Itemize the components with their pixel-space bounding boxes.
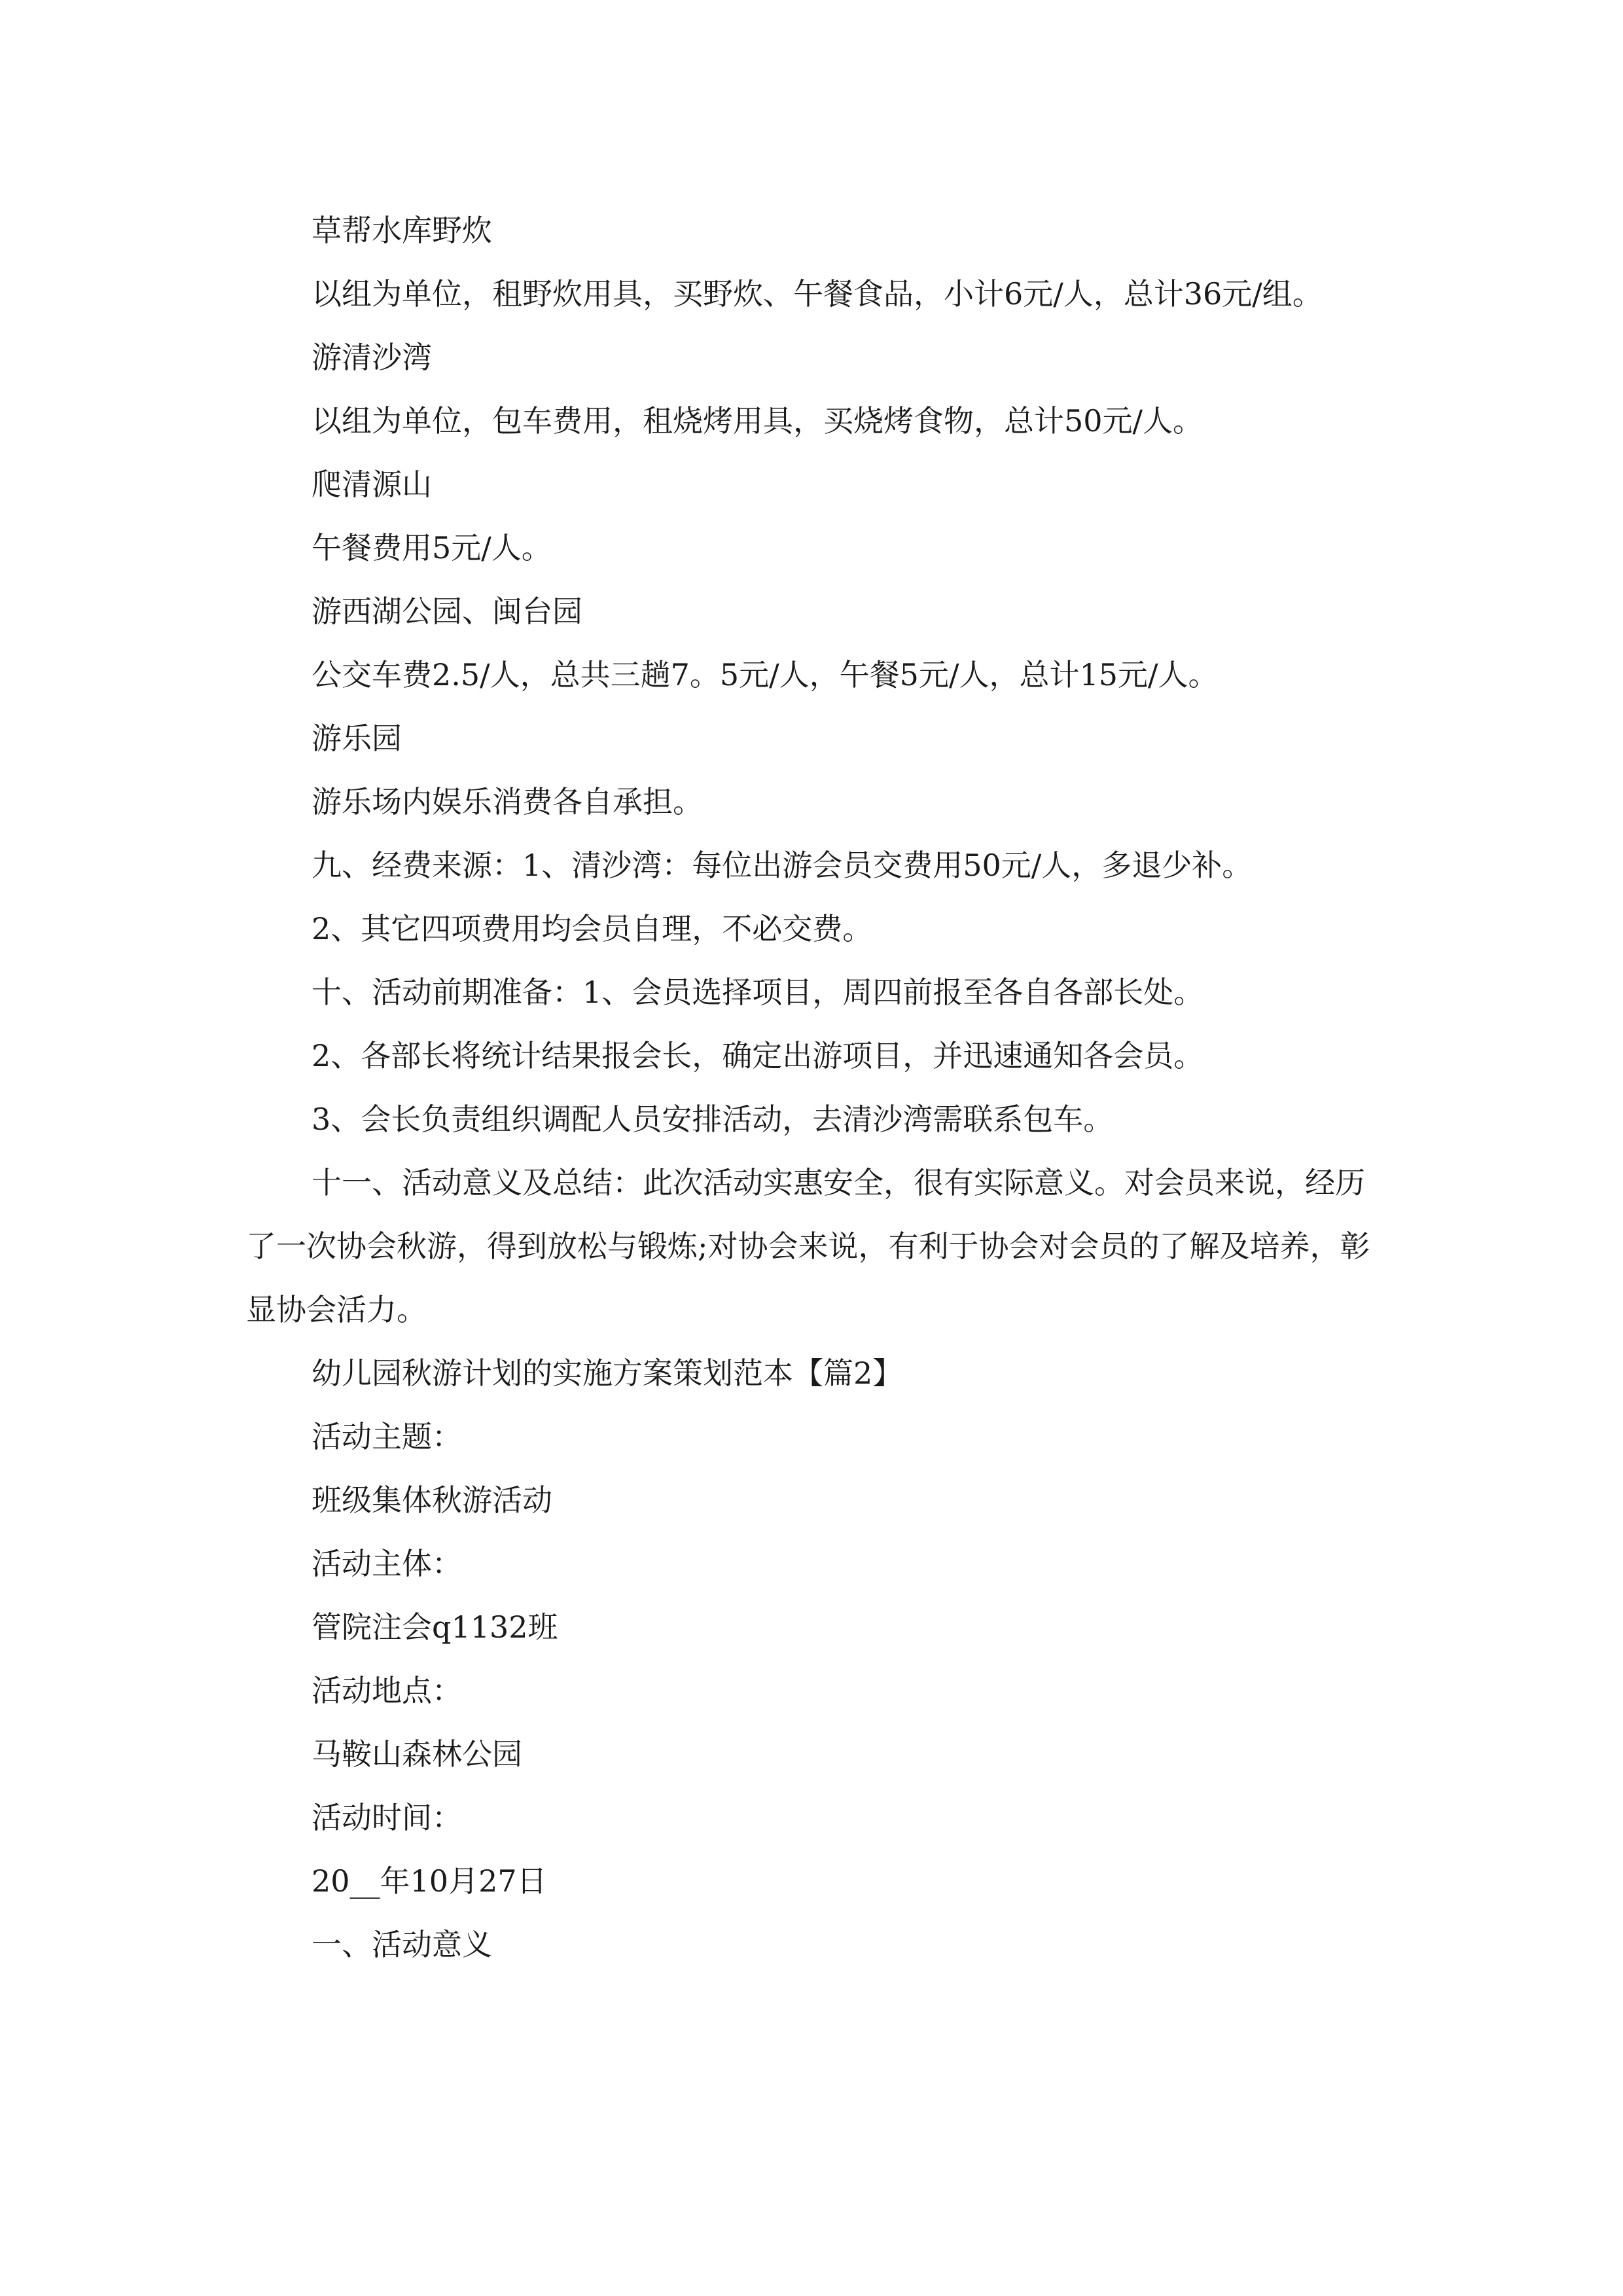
paragraph: 游乐园 bbox=[312, 721, 402, 756]
paragraph: 活动地点： bbox=[312, 1673, 462, 1708]
paragraph: 以组为单位，包车费用，租烧烤用具，买烧烤食物，总计50元/人。 bbox=[312, 403, 1204, 439]
paragraph: 十一、活动意义及总结：此次活动实惠安全，很有实际意义。对会员来说，经历了一次协会秋游，得到放松与锻炼;对协会来说，有利于协会对会员的了解及培养，彰显协会活力。 bbox=[246, 1165, 1370, 1327]
paragraph: 2、各部长将统计结果报会长，确定出游项目，并迅速通知各会员。 bbox=[312, 1038, 1204, 1073]
paragraph: 公交车费2.5/人，总共三趟7。5元/人，午餐5元/人，总计15元/人。 bbox=[312, 657, 1219, 692]
paragraph: 九、经费来源：1、清沙湾：每位出游会员交费用50元/人，多退少补。 bbox=[312, 848, 1253, 883]
paragraph: 20__年10月27日 bbox=[312, 1863, 547, 1899]
paragraph: 十、活动前期准备：1、会员选择项目，周四前报至各自各部长处。 bbox=[312, 975, 1204, 1010]
paragraph: 3、会长负责组织调配人员安排活动，去清沙湾需联系包车。 bbox=[312, 1102, 1114, 1137]
paragraph: 班级集体秋游活动 bbox=[312, 1482, 552, 1518]
paragraph: 管院注会q1132班 bbox=[312, 1609, 558, 1645]
paragraph: 活动时间： bbox=[312, 1800, 462, 1835]
paragraph: 活动主体： bbox=[312, 1546, 462, 1581]
document-body bbox=[246, 199, 1385, 1977]
paragraph: 游西湖公园、闽台园 bbox=[312, 594, 582, 629]
paragraph: 一、活动意义 bbox=[312, 1927, 492, 1962]
paragraph: 游清沙湾 bbox=[312, 340, 432, 375]
paragraph: 2、其它四项费用均会员自理，不必交费。 bbox=[312, 911, 873, 946]
paragraph: 草帮水库野炊 bbox=[312, 213, 492, 248]
paragraph: 活动主题： bbox=[312, 1419, 462, 1454]
paragraph: 以组为单位，租野炊用具，买野炊、午餐食品，小计6元/人，总计36元/组。 bbox=[312, 276, 1323, 312]
section-heading: 幼儿园秋游计划的实施方案策划范本【篇2】 bbox=[312, 1355, 903, 1391]
paragraph: 午餐费用5元/人。 bbox=[312, 530, 552, 565]
paragraph: 爬清源山 bbox=[312, 467, 432, 502]
paragraph: 马鞍山森林公园 bbox=[312, 1736, 522, 1772]
paragraph: 游乐场内娱乐消费各自承担。 bbox=[312, 784, 703, 819]
